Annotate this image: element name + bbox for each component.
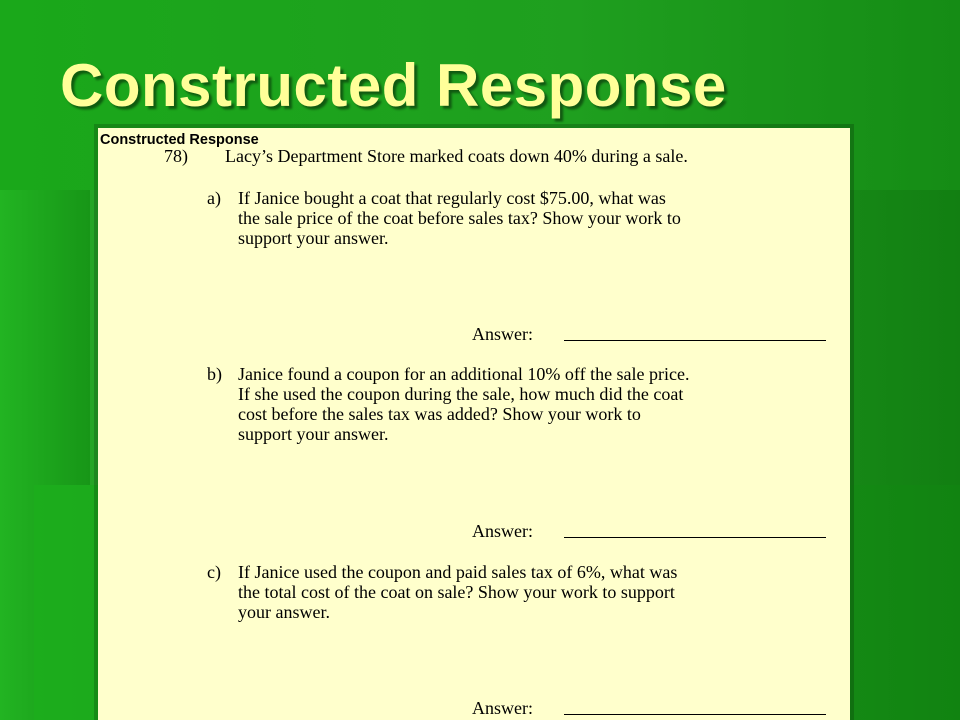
worksheet-image [98,128,850,720]
part-b-answer-line [564,521,826,538]
part-a-answer-label: Answer: [472,324,533,344]
part-b-line: Janice found a coupon for an additional 10% off the sale price. [238,364,690,384]
worksheet-heading: Constructed Response [100,132,259,148]
part-c-line: your answer. [238,602,330,622]
part-b-line: If she used the coupon during the sale, how much did the coat [238,384,684,404]
part-b-answer-label: Answer: [472,521,533,541]
part-c-line: If Janice used the coupon and paid sales tax of 6%, what was [238,562,678,582]
part-c-text [238,562,850,622]
part-a-letter: a) [207,188,221,208]
slide-title: Constructed Response [60,52,727,119]
part-c-line: the total cost of the coat on sale? Show your work to support [238,582,675,602]
part-b-text [238,364,850,444]
part-b-letter: b) [207,364,222,384]
part-a-answer-line [564,324,826,341]
part-c-letter: c) [207,562,221,582]
question-stem: Lacy’s Department Store marked coats down 40% during a sale. [225,146,688,166]
part-a-text [238,188,850,248]
part-b-line: support your answer. [238,424,389,444]
part-c-answer-label: Answer: [472,698,533,718]
part-b-line: cost before the sales tax was added? Show your work to [238,404,641,424]
part-a-line: support your answer. [238,228,389,248]
part-a-line: the sale price of the coat before sales tax? Show your work to [238,208,681,228]
question-number: 78) [164,146,188,166]
part-a-line: If Janice bought a coat that regularly cost $75.00, what was [238,188,666,208]
part-c-answer-line [564,698,826,715]
